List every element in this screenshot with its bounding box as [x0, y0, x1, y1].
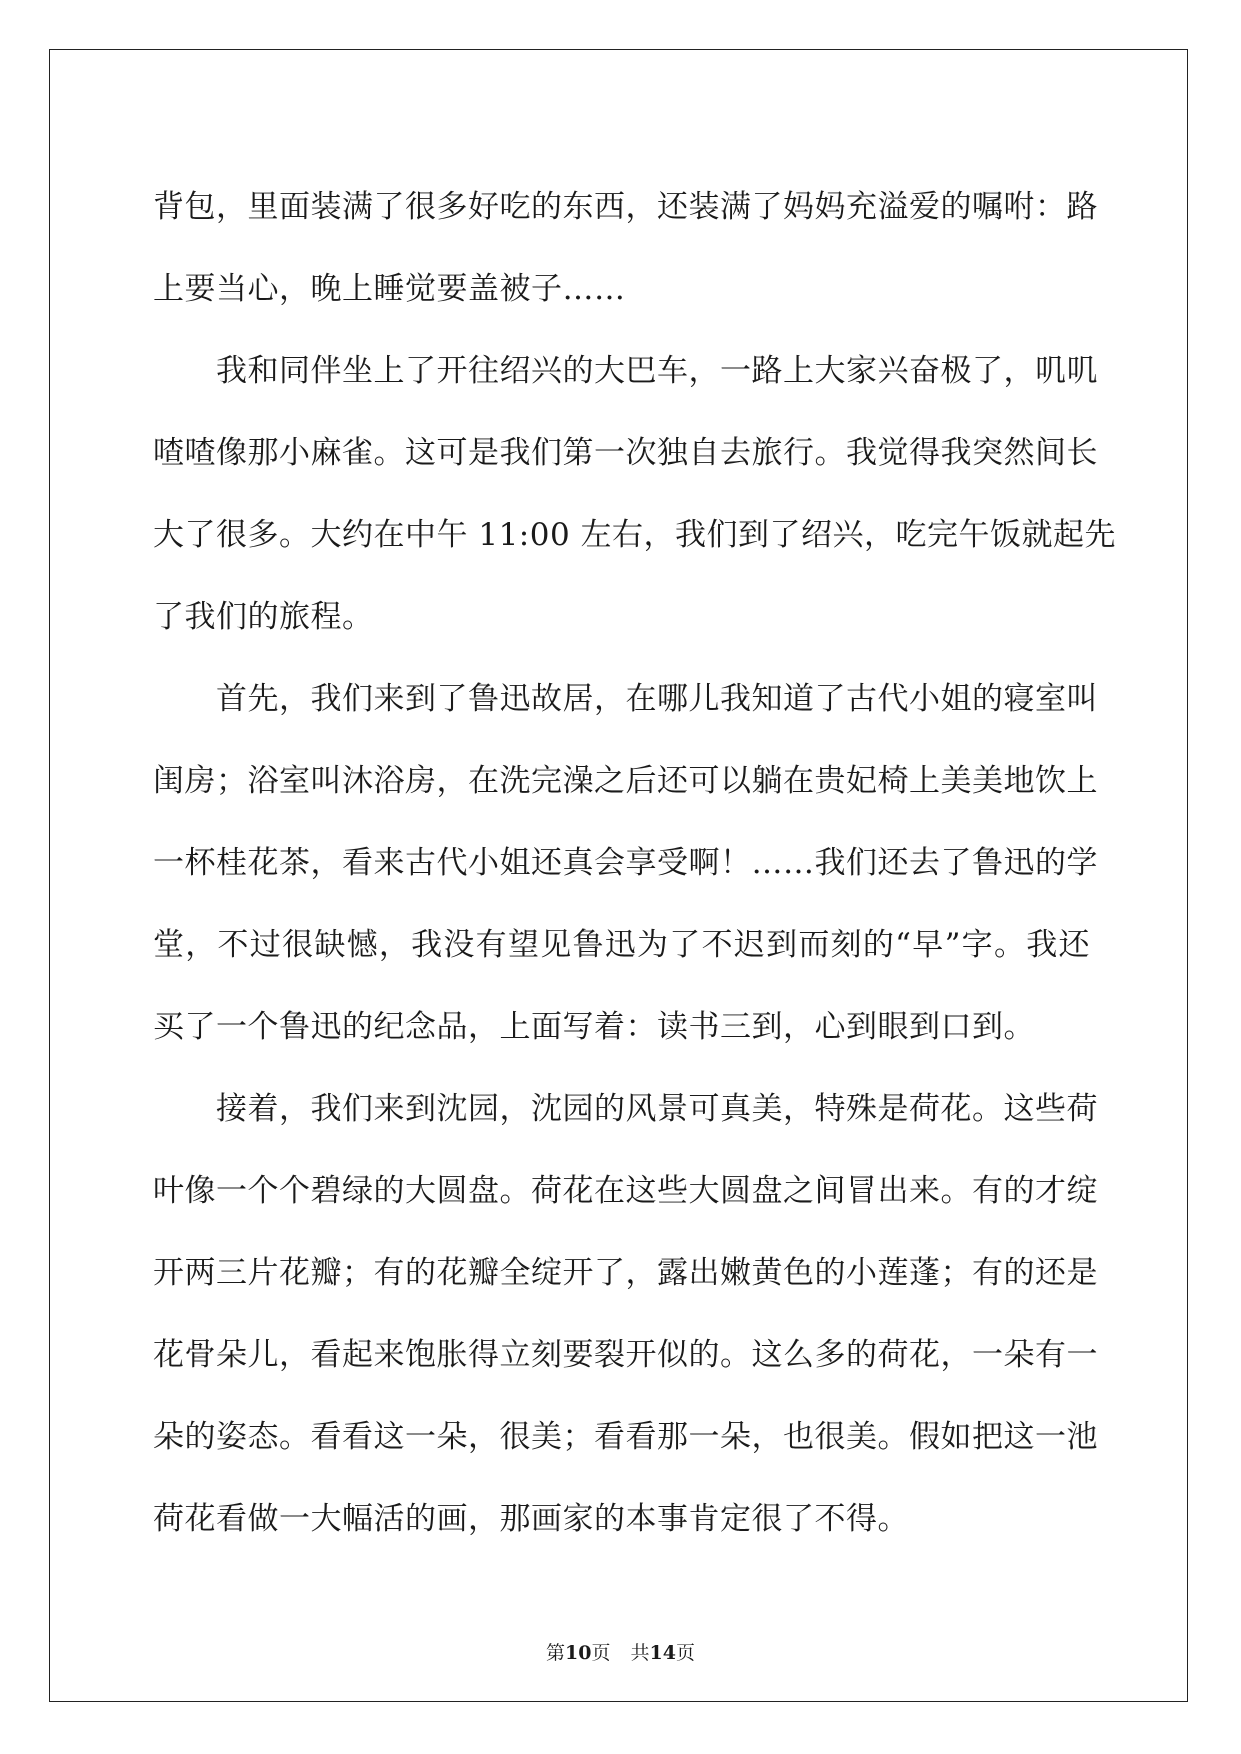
text-line: 花骨朵儿，看起来饱胀得立刻要裂开似的。这么多的荷花，一朵有一 [153, 1337, 1098, 1373]
text-line: 了我们的旅程。 [153, 599, 374, 635]
page-number-total: 14 [649, 1642, 676, 1664]
page-footer [0, 1638, 1241, 1665]
text-line: 闺房；浴室叫沐浴房，在洗完澡之后还可以躺在贵妃椅上美美地饮上 [153, 763, 1098, 799]
page-number-current: 10 [565, 1642, 592, 1664]
text-line: 一杯桂花茶，看来古代小姐还真会享受啊！……我们还去了鲁迅的学 [153, 845, 1098, 881]
text-line: 上要当心，晚上睡觉要盖被子…… [153, 271, 626, 307]
text-line: 背包，里面装满了很多好吃的东西，还装满了妈妈充溢爱的嘱咐：路 [153, 189, 1098, 225]
text-line: 喳喳像那小麻雀。这可是我们第一次独自去旅行。我觉得我突然间长 [153, 435, 1098, 471]
text-line: 开两三片花瓣；有的花瓣全绽开了，露出嫩黄色的小莲蓬；有的还是 [153, 1255, 1098, 1291]
text-line: 堂，不过很缺憾，我没有望见鲁迅为了不迟到而刻的“早”字。我还 [153, 927, 1090, 963]
text-line: 叶像一个个碧绿的大圆盘。荷花在这些大圆盘之间冒出来。有的才绽 [153, 1173, 1098, 1209]
document-body [153, 166, 1117, 1560]
page-prefix: 第 [546, 1642, 566, 1664]
page-suffix: 页 [591, 1642, 611, 1664]
text-line: 买了一个鲁迅的纪念品，上面写着：读书三到，心到眼到口到。 [153, 1009, 1035, 1045]
text-line: 荷花看做一大幅活的画，那画家的本事肯定很了不得。 [153, 1501, 909, 1537]
total-suffix: 页 [675, 1642, 695, 1664]
text-line: 朵的姿态。看看这一朵，很美；看看那一朵，也很美。假如把这一池 [153, 1419, 1098, 1455]
text-line: 大了很多。大约在中午 11:00 左右，我们到了绍兴，吃完午饭就起先 [153, 517, 1117, 553]
text-line: 接着，我们来到沈园，沈园的风景可真美，特殊是荷花。这些荷 [153, 1091, 1098, 1127]
total-prefix: 共 [630, 1642, 650, 1664]
text-line: 首先，我们来到了鲁迅故居，在哪儿我知道了古代小姐的寝室叫 [153, 681, 1098, 717]
text-line: 我和同伴坐上了开往绍兴的大巴车，一路上大家兴奋极了，叽叽 [153, 353, 1098, 389]
